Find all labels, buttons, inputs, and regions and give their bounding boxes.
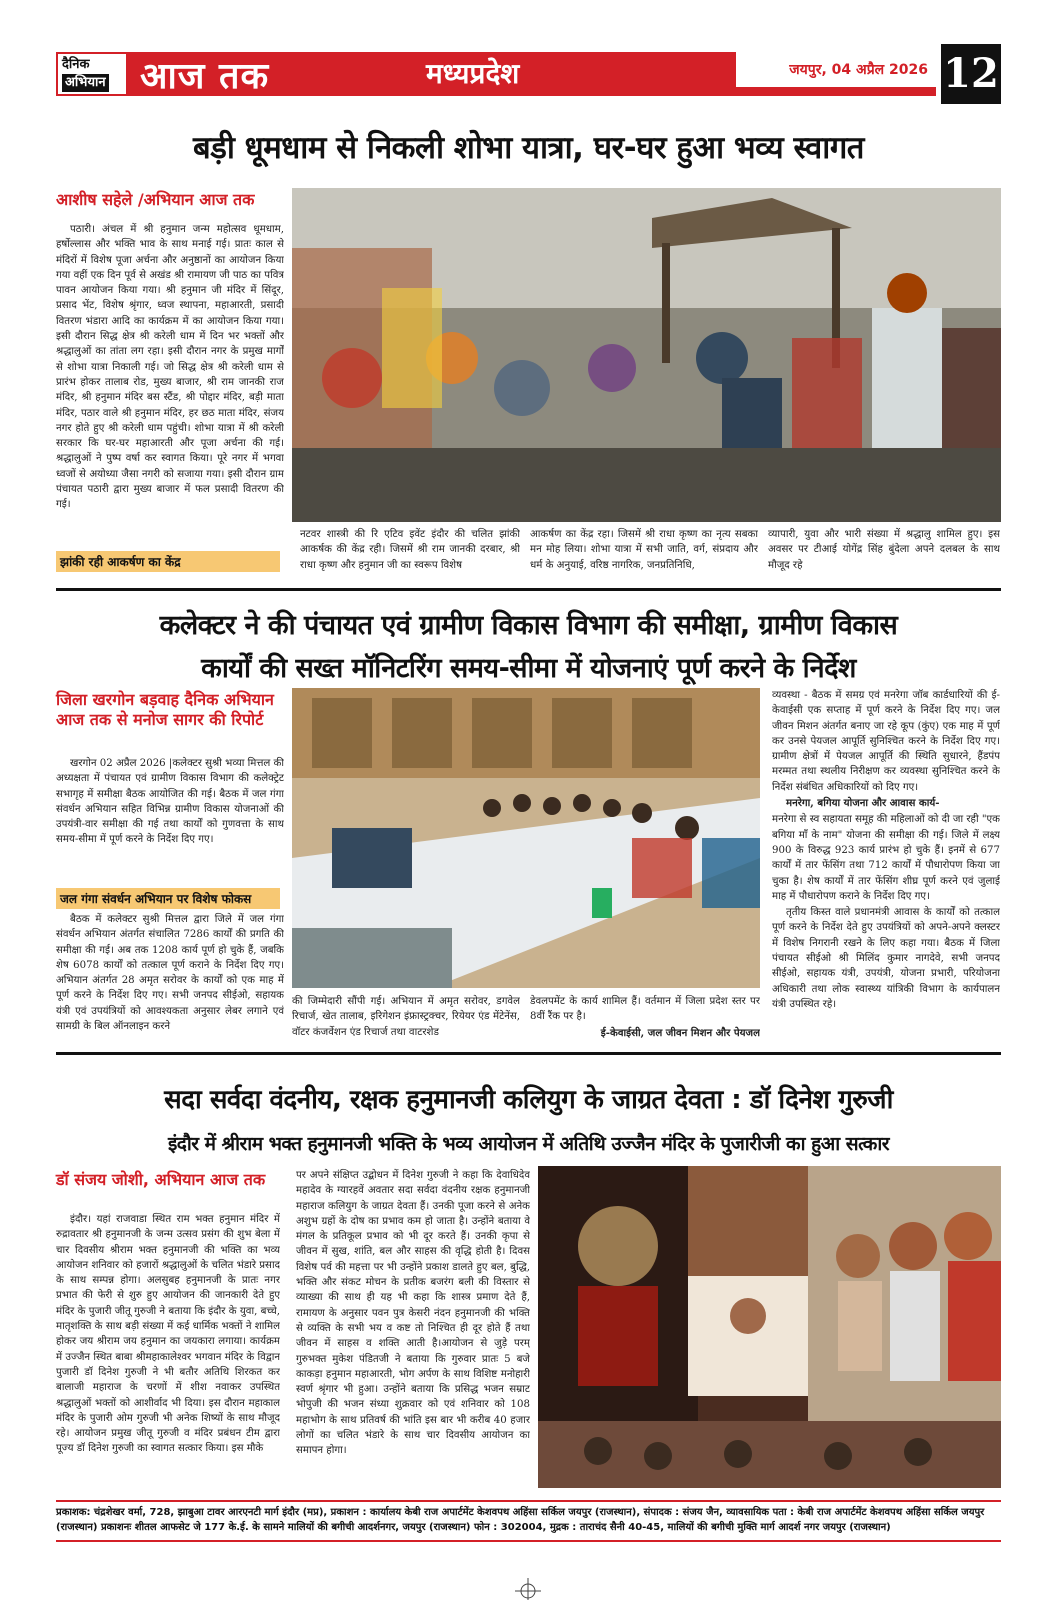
story3-photo-collage	[538, 1166, 1001, 1488]
story2-cont-col2	[530, 994, 760, 1042]
story1-caption-col3	[768, 527, 1000, 575]
story3-byline: डॉ संजय जोशी, अभियान आज तक	[56, 1170, 266, 1189]
story3-headline: सदा सर्वदा वंदनीय, रक्षक हनुमानजी कलियुग के जाग्रत देवता : डॉ दिनेश गुरुजी	[164, 1085, 893, 1115]
story1-cont-text-1: नटवर शास्त्री की रि एटिव इवेंट इंदौर की चलित झांकी आकर्षक की केंद्र रही। जिसमें श्री राम जानकी दरबार, श्री राधा कृष्ण और हनुमान जी का स्वरूप विशेष	[300, 529, 520, 571]
story1-byline: आशीष सहेले /अभियान आज तक	[56, 190, 255, 209]
section-title: मध्यप्रदेश	[426, 57, 520, 90]
logo-line-2: अभियान	[62, 74, 109, 92]
story1-cont-text-3: व्यापारी, युवा और भारी संख्या में श्रद्धालु शामिल हुए। इस अवसर पर टीआई योगेंद्र सिंह बुंदेला अपने दलबल के साथ मौजूद रहे	[768, 529, 1000, 571]
story3-subheadline: इंदौर में श्रीराम भक्त हनुमानजी भक्ति के भव्य आयोजन में अतिथि उज्जैन मंदिर के पुजारीजी का हुआ सत्कार	[167, 1133, 890, 1155]
crop-mark-icon	[515, 1578, 541, 1600]
footer-top-line	[56, 1500, 1001, 1502]
story3-body-2	[296, 1168, 530, 1488]
story1-body-text: पठारी। अंचल में श्री हनुमान जन्म महोत्सव धूमधाम, हर्षोल्लास और भक्ति भाव के साथ मनाई गई। प्रातः काल से मंदिरों में विशेष पूजा अर्चना और अनुष्ठानों का आयोजन किया गया वहीं एक दिन पूर्व से अखंड श्री रामायण जी पाठ का पवित्र पावन आयोजन किया गया। श्री हनुमान जी मंदिर में सिंदूर, प्रसाद भेंट, विशेष श्रृंगार, ध्वज स्थापना, महाआरती, प्रसादी वितरण भंडारा आदि का कार्यक्रम में का आयोजन किया गया। इसी दौरान सिद्ध क्षेत्र श्री करेली धाम में दिन भर भक्तों और श्रद्धालुओं का तांता लग रहा। इसी दौरान नगर के प्रमुख मार्गों से शोभा यात्रा निकाली गई। जो सिद्ध क्षेत्र श्री करेली धाम से प्रारंभ होकर तालाब रोड, मुख्य बाजार, श्री राम जानकी राज मंदिर, श्री हनुमान मंदिर बस स्टैंड, श्री पोद्दार मंदिर, बड़ी माता मंदिर, पठार वाले श्री हनुमान मंदिर, हर छठ माता मंदिर, संजय नगर होते हुए श्री करेली धाम पहुंची। शोभा यात्रा में श्री करेली सरकार कि घर-घर महाआरती और पूजा अर्चना की गई। श्रद्धालुओं ने पुष्प वर्षा कर स्वागत किया। पूरे नगर में भगवा ध्वजों से अयोध्या जैसा नगरी को सजाया गया। इसी दौरान ग्राम पंचायत पठारी द्वारा मुख्य बाजार में फल प्रसादी वितरण की गई।	[56, 224, 284, 511]
story2-subhead: जल गंगा संवर्धन अभियान पर विशेष फोकस	[56, 888, 280, 909]
story2-cont-col1	[292, 994, 520, 1042]
masthead	[56, 44, 1001, 104]
temple-photo-illustration	[538, 1166, 1001, 1488]
divider-rule-1	[56, 588, 1001, 591]
story2-byline: जिला खरगोन बड़वाह दैनिक अभियान आज तक से मनोज सागर की रिपोर्ट	[56, 690, 274, 729]
story2-headline-line1: कलेक्टर ने की पंचायत एवं ग्रामीण विकास विभाग की समीक्षा, ग्रामीण विकास	[159, 610, 898, 641]
story2-right-text-3: तृतीय किस्त वाले प्रधानमंत्री आवास के कार्यों को तत्काल पूर्ण करने के निर्देश देते हुए उपयंत्रियों को अपने-अपने क्लस्टर में विशेष निगरानी रखने के लिए कहा गया। बैठक में जिला पंचायत सीईओ श्री मिलिंद कुमार नागदेवे, सभी जनपद सीईओ, सहायक यंत्री, उपयंत्री, योजना प्रभारी, परियोजना अधिकारी तथा लोक स्वास्थ्य यांत्रिकी विभाग के कार्यपालन यंत्री उपस्थित रहे।	[772, 907, 1000, 1010]
story2-headline-line2: कार्यों की सख्त मॉनिटरिंग समय-सीमा में योजनाएं पूर्ण करने के निर्देश	[201, 653, 856, 684]
story2-cont-bold: ई-केवाईसी, जल जीवन मिशन और पेयजल	[600, 1026, 760, 1039]
story2-photo-meeting	[292, 688, 760, 988]
page-number: 12	[941, 44, 1001, 104]
story2-right-text-2: मनरेगा से स्व सहायता समूह की महिलाओं को दी जा रही "एक बगिया माँ के नाम" योजना की समीक्षा की गई। जिले में लक्ष्य 900 के विरुद्ध 923 कार्य प्रारंभ हो चुके हैं। इनमें से 677 कार्यों में तार फेंसिंग तथा 712 कार्यों में पौधारोपण किया जा चुका है। शेष कार्यों में तार फेंसिंग शीघ्र पूर्ण करने एवं जुलाई माह में पौधारोपण कराने के निर्देश दिए गए।	[772, 814, 1000, 902]
story2-body-1	[56, 756, 284, 878]
story2-body-2-text: बैठक में कलेक्टर सुश्री मित्तल द्वारा जिले में जल गंगा संवर्धन अभियान अंतर्गत संचालित 7286 कार्यों की प्रगति की समीक्षा की गई। अब तक 1208 कार्य पूर्ण हो चुके हैं, जबकि शेष 6078 कार्यों को तत्काल पूर्ण कराने के निर्देश दिए गए। अभियान अंतर्गत 28 अमृत सरोवर के कार्यों को एक माह में पूर्ण करने के निर्देश दिए गए। सभी जनपद सीईओ, सहायक यंत्री एवं उपयंत्रियों को आवश्यकता अनुसार लेबर लगाने एवं सामग्री के बिल ऑनलाइन करने	[56, 914, 284, 1033]
story3-body-1	[56, 1212, 280, 1488]
story2-right-text-1: व्यवस्था - बैठक में समग्र एवं मनरेगा जॉब कार्डधारियों की ई-केवाईसी एक सप्ताह में पूर्ण करने के निर्देश दिए गए। जल जीवन मिशन अंतर्गत बनाए जा रहे कूप (कुंए) एक माह में पूर्ण कर उनसे पेयजल आपूर्ति सुनिश्चित करने के निर्देश दिए गए। ग्रामीण क्षेत्रों में पेयजल आपूर्ति की स्थिति सुधारने, हैंडपंप मरम्मत तथा स्थलीय निरीक्षण कर व्यवस्था सुनिश्चित करने के निर्देश संबंधित अधिकारियों को दिए गए।	[772, 690, 1000, 793]
divider-rule-2	[56, 1052, 1001, 1055]
story1-headline: बड़ी धूमधाम से निकली शोभा यात्रा, घर-घर हुआ भव्य स्वागत	[193, 130, 864, 166]
imprint-footer: प्रकाशक: चंद्रशेखर वर्मा, 728, झाबुआ टावर आरएनटी मार्ग इंदौर (मप्र), प्रकाशन : कार्यालय केबी राज अपार्टमेंट केशवपथ अहिंसा सर्किल जयपुर (राजस्थान), संपादक : संजय जैन, व्यावसायिक पता : केबी राज अपार्टमेंट केशवपथ अहिंसा सर्किल जयपुर (राजस्थान) प्रकाशनः शीतल आफसेट जे 177 के.ई. के सामने मालियों की बगीची आदर्शनगर, जयपुर (राजस्थान) फोन : 302004, मुद्रक : ताराचंद सैनी 40-45, मालियों की बगीची मुक्ति मार्ग आदर्श नगर जयपुर (राजस्थान)	[56, 1507, 985, 1533]
story2-cont-text-2: डेवलपमेंट के कार्य शामिल हैं। वर्तमान में जिला प्रदेश स्तर पर 8वीं रैंक पर है।	[530, 996, 760, 1023]
story1-subhead: झांकी रही आकर्षण का केंद्र	[56, 551, 280, 572]
story3-body-1-text: इंदौर। यहां राजवाडा स्थित राम भक्त हनुमान मंदिर में रुद्रावतार श्री हनुमानजी के जन्म उत्सव प्रसंग की शुभ बेला में चार दिवसीय श्रीराम भक्त हनुमानजी की भक्ति का भव्य आयोजन शनिवार को हजारों श्रद्धालुओं के चलित भंडारे प्रसाद के साथ सम्पन्न होगा। अलसुबह हनुमानजी के प्रातः नगर प्रभात की फेरी से शुरु हुए आयोजन की जानकारी देते हुए मंदिर के पुजारी जीतू गुरुजी ने बताया कि इंदौर के युवा, बच्चे, मातृशक्ति के साथ बड़ी संख्या में कई धार्मिक भक्तों ने शामिल होकर जय श्रीराम जय हनुमान का जयकारा लगाया। कार्यक्रम में उज्जैन स्थित बाबा श्रीमहाकालेश्वर भगवान मंदिर के विद्वान पुजारी डॉ दिनेश गुरुजी ने भी बतौर अतिथि शिरकत कर बालाजी महाराज के चरणों में शीश नवाकर उपस्थित श्रद्धालुओं भक्तों को आशीर्वाद भी दिया। इस दौरान महाकाल मंदिर के पुजारी ओम गुरुजी भी अनेक शिष्यों के साथ मौजूद रहे। आयोजन प्रमुख जीतू गुरुजी व मंदिर प्रबंधन टीम द्वारा पूज्य डॉ दिनेश गुरुजी का स्वागत सत्कार किया। इस मौके	[56, 1214, 280, 1455]
story2-body-2	[56, 912, 284, 1040]
footer-bottom-line	[56, 1540, 1001, 1542]
story1-photo-procession	[292, 188, 1001, 522]
dateline: जयपुर, 04 अप्रैल 2026	[736, 50, 936, 90]
story1-caption-col2	[530, 527, 758, 575]
masthead-logo-small	[56, 52, 128, 96]
story3-body-2-text: पर अपने संक्षिप्त उद्बोधन में दिनेश गुरुजी ने कहा कि देवाधिदेव महादेव के ग्यारहवें अवतार सदा सर्वदा वंदनीय रक्षक हनुमानजी महाराज कलियुग के जाग्रत देवता हैं। उनकी पूजा करने से अनेक अशुभ ग्रहों के दोष का प्रभाव कम हो जाता है। उन्होंने बताया वे मंगल के प्रतिकूल प्रभाव को भी दूर करते हैं। उनकी कृपा से जीवन में सुख, शांति, बल और साहस की वृद्धि होती है। दिवस विशेष पर्व की महत्ता पर भी उन्होंने प्रकाश डालते हुए बल, बुद्धि, भक्ति और संकट मोचन के प्रतीक बजरंग बली की विस्तार से व्याख्या की साथ ही यह भी कहा कि शास्त्र प्रमाण देते हैं, रामायण के अनुसार पवन पुत्र केसरी नंदन हनुमानजी की भक्ति से व्यक्ति के सभी भय व कष्ट तो निश्चित ही दूर होते हैं तथा जीवन में साहस व शक्ति आती है।आयोजन से जुड़े परम् गुरुभक्त मुकेश पंडितजी ने बताया कि गुरुवार प्रातः 5 बजे काकड़ा हनुमान महाआरती, भोग अर्पण के साथ विशिष्ट मनोहारी स्वर्ण श्रृंगार भी हुआ। उन्होंने बताया कि प्रसिद्ध भजन सम्राट भोपुजी की भजन संध्या शुक्रवार को एवं शनिवार को 108 महाभोग के साथ प्रतिवर्ष की भांति इस बार भी करीब 40 हजार लोगों का चलित भंडारे के साथ चार दिवसीय आयोजन का समापन होगा।	[296, 1170, 530, 1457]
story2-body-1-text: खरगोन 02 अप्रैल 2026 |कलेक्टर सुश्री भव्या मित्तल की अध्यक्षता में पंचायत एवं ग्रामीण विकास विभाग की कलेक्ट्रेट सभागृह में समीक्षा बैठक आयोजित की गई। बैठक में जल गंगा संवर्धन अभियान सहित विभिन्न ग्रामीण विकास योजनाओं की उपयंत्री-वार समीक्षा की गई तथा कार्यों को गुणवत्ता के साथ समय-सीमा में पूर्ण करने के निर्देश दिए गए।	[56, 758, 284, 846]
story1-body	[56, 222, 284, 542]
masthead-logo-title: आज तक	[140, 56, 270, 97]
story2-cont-text-1: की जिम्मेदारी सौंपी गई। अभियान में अमृत सरोवर, डगवेल रिचार्ज, खेत तालाब, इरिगेशन इंफ्रास्ट्रक्चर, रियेयर एंड मेंटेनेंस, वॉटर कंजर्वेशन एंड रिचार्ज तथा वाटरशेड	[292, 996, 520, 1038]
story1-caption-col1	[300, 527, 520, 575]
logo-line-1: दैनिक	[62, 57, 90, 72]
story2-right-bold-2: मनरेगा, बगिया योजना और आवास कार्य-	[786, 797, 940, 810]
procession-photo-illustration	[292, 188, 1001, 522]
meeting-photo-illustration	[292, 688, 760, 988]
story2-right-column	[772, 688, 1000, 1044]
story1-cont-text-2: आकर्षण का केंद्र रहा। जिसमें श्री राधा कृष्ण का नृत्य सबका मन मोह लिया। शोभा यात्रा में सभी जाति, वर्ग, संप्रदाय और धर्म के अनुयाई, वरिष्ठ नागरिक, जनप्रतिनिधि,	[530, 529, 758, 571]
